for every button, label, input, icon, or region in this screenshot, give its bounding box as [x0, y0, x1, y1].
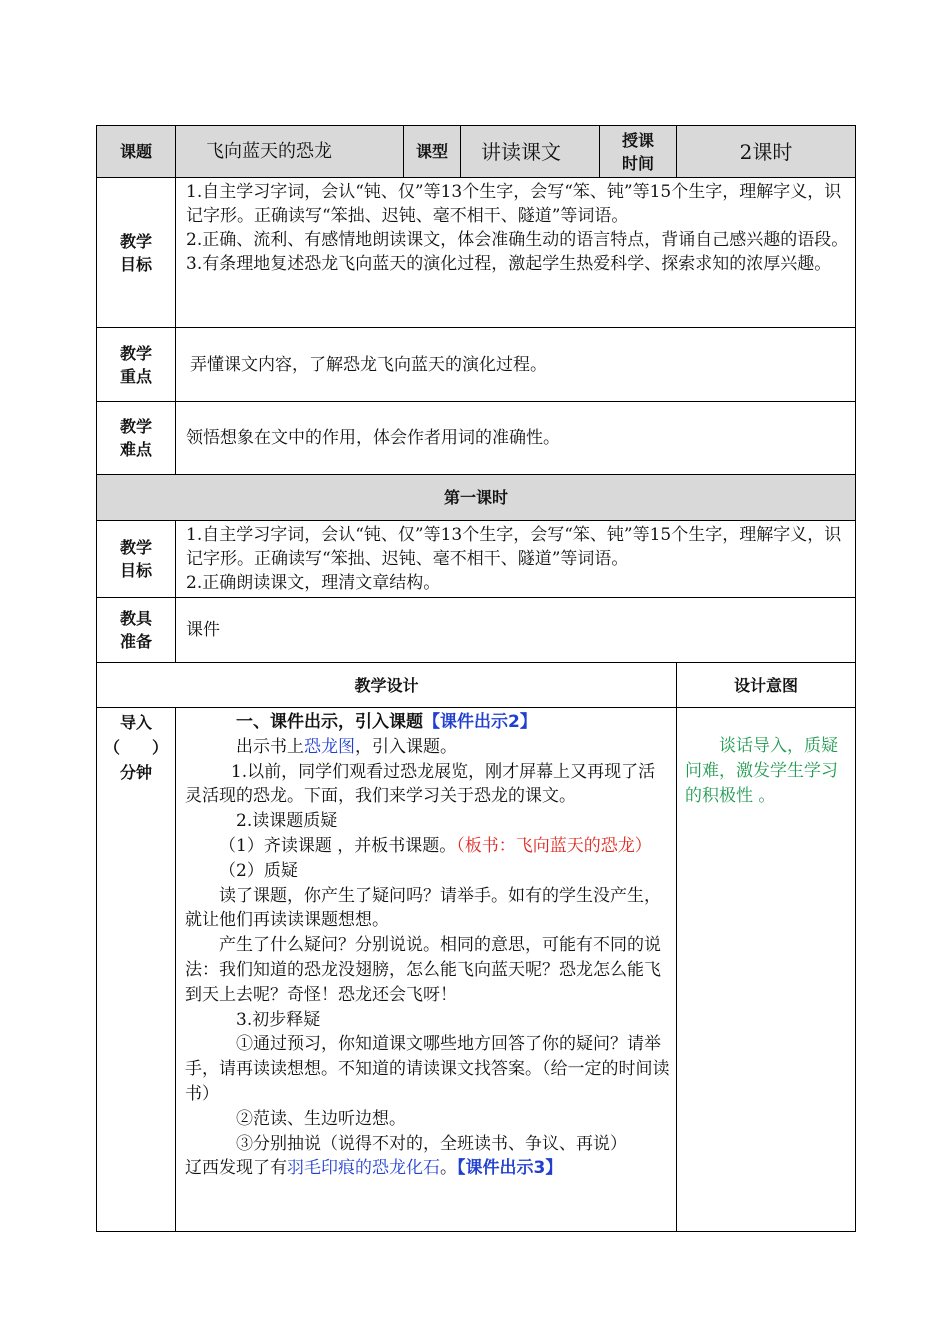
hours-label: [600, 126, 677, 178]
section-title: 一、课件出示，引入课题: [236, 712, 423, 732]
para-5: 读了课题，你产生了疑问吗？请举手。如有的学生没产生，就让他们再读读课题想想。: [185, 885, 661, 931]
lesson1-goals-label-line2: 目标: [119, 561, 152, 580]
intent-content: [677, 708, 856, 1232]
key-points-label-line1: 教学: [119, 343, 152, 363]
para-4: （2）质疑: [219, 860, 298, 881]
fossil-link: 羽毛印痕的恐龙化石: [287, 1158, 440, 1179]
key-points-label: [97, 328, 176, 402]
show-line: [185, 735, 672, 760]
board-note: （板书：飞向蓝天的恐龙）: [456, 835, 652, 856]
key-points-row: [97, 328, 856, 402]
lesson-plan-table-wrap: [96, 125, 855, 1232]
goals-content: [176, 178, 856, 328]
lesson1-banner-row: [97, 475, 856, 521]
show-post: ，引入课题。: [355, 736, 457, 757]
design-col-header: 教学设计: [97, 663, 677, 708]
lesson1-goal-1: 1.自主学习字词，会认“钝、仅”等13个生字，会写“笨、钝”等15个生字，理解字义，识记字形。正确读写“笨拙、迟钝、毫不相干、隧道”等词语。: [186, 525, 842, 569]
para-10: ③分别抽说（说得不对的，全班读书、争议、再说）: [236, 1133, 627, 1154]
goals-label-line1: 教学: [119, 231, 152, 251]
courseware-tag-2: 【课件出示2】: [423, 712, 537, 732]
goal-line-3: 3.有条理地复述恐龙飞向蓝天的演化过程，激起学生热爱科学、探索求知的浓厚兴趣。: [186, 254, 832, 274]
difficulties-label-line2: 难点: [119, 440, 152, 459]
type-label: 课型: [404, 126, 461, 178]
topic-value: 飞向蓝天的恐龙: [176, 126, 404, 178]
para-3-text: （1）齐读课题 ，并板书课题。: [219, 835, 457, 856]
prep-value: 课件: [176, 598, 856, 663]
hours-value: 2课时: [677, 126, 856, 178]
courseware-tag-3: 【课件出示3】: [457, 1158, 563, 1179]
lesson1-goals-label: [97, 521, 176, 598]
prep-label-line2: 准备: [119, 632, 152, 651]
stage-label-line2: （ ）: [103, 738, 168, 757]
hours-label-line1: 授课: [621, 130, 654, 150]
show-pre: 出示书上: [236, 736, 304, 757]
hours-label-line2: 时间: [621, 153, 654, 173]
stage-label-line1: 导入: [119, 713, 152, 732]
intent-text: 谈话导入，质疑问难，激发学生学习的积极性 。: [685, 736, 838, 806]
key-points-label-line2: 重点: [119, 366, 152, 386]
design-content-row: [97, 708, 856, 1232]
lesson-plan-table: [96, 125, 856, 1232]
intent-col-header: 设计意图: [677, 663, 856, 708]
prep-row: [97, 598, 856, 663]
difficulties-row: [97, 402, 856, 475]
para-3: [185, 834, 672, 859]
difficulties-label-line1: 教学: [119, 417, 152, 436]
dinosaur-image-link: 恐龙图: [304, 736, 355, 757]
para-11-pre: 辽西发现了有: [185, 1158, 287, 1179]
prep-label-line1: 教具: [119, 609, 152, 628]
key-points-text: 弄懂课文内容，了解恐龙飞向蓝天的演化过程。: [176, 328, 856, 402]
difficulties-label: [97, 402, 176, 475]
goals-label: [97, 178, 176, 328]
type-value: 讲读课文: [461, 126, 600, 178]
goal-line-1: 1.自主学习字词，会认“钝、仅”等13个生字，会写“笨、钝”等15个生字，理解字义，识记字形。正确读写“笨拙、迟钝、毫不相干、隧道”等词语。: [186, 182, 842, 226]
para-6: 产生了什么疑问？分别说说。相同的意思，可能有不同的说法：我们知道的恐龙没翅膀，怎么能飞向蓝天呢？恐龙怎么能飞到天上去呢？奇怪！恐龙还会飞呀！: [185, 935, 661, 1005]
lesson1-goals-row: [97, 521, 856, 598]
para-11: [185, 1156, 672, 1181]
goal-line-2: 2.正确、流利、有感情地朗读课文，体会准确生动的语言特点，背诵自己感兴趣的语段。: [186, 230, 849, 250]
lesson1-goals-content: [176, 521, 856, 598]
para-8: ①通过预习，你知道课文哪些地方回答了你的疑问？请举手，请再读读想想。不知道的请读课文找答案。（给一定的时间读书）: [185, 1034, 670, 1104]
design-header-row: [97, 663, 856, 708]
goals-row: [97, 178, 856, 328]
para-9: ②范读、生边听边想。: [236, 1108, 406, 1129]
stage-label: [97, 708, 176, 1232]
lesson1-goals-label-line1: 教学: [119, 538, 152, 557]
difficulties-text: 领悟想象在文中的作用，体会作者用词的准确性。: [176, 402, 856, 475]
prep-label: [97, 598, 176, 663]
para-1: 1.以前，同学们观看过恐龙展览，刚才屏幕上又再现了活灵活现的恐龙。下面，我们来学习关于恐龙的课文。: [185, 761, 656, 807]
header-row: [97, 126, 856, 178]
stage-label-line3: 分钟: [119, 763, 152, 782]
lesson1-goal-2: 2.正确朗读课文，理清文章结构。: [186, 573, 441, 593]
topic-label: 课题: [97, 126, 176, 178]
goals-label-line2: 目标: [119, 254, 152, 274]
para-2: 2.读课题质疑: [236, 811, 338, 832]
lesson1-title: 第一课时: [97, 475, 856, 521]
section-heading: [185, 710, 672, 735]
para-11-post: 。: [440, 1158, 457, 1179]
design-content: [176, 708, 677, 1232]
para-7: 3.初步释疑: [236, 1009, 321, 1030]
